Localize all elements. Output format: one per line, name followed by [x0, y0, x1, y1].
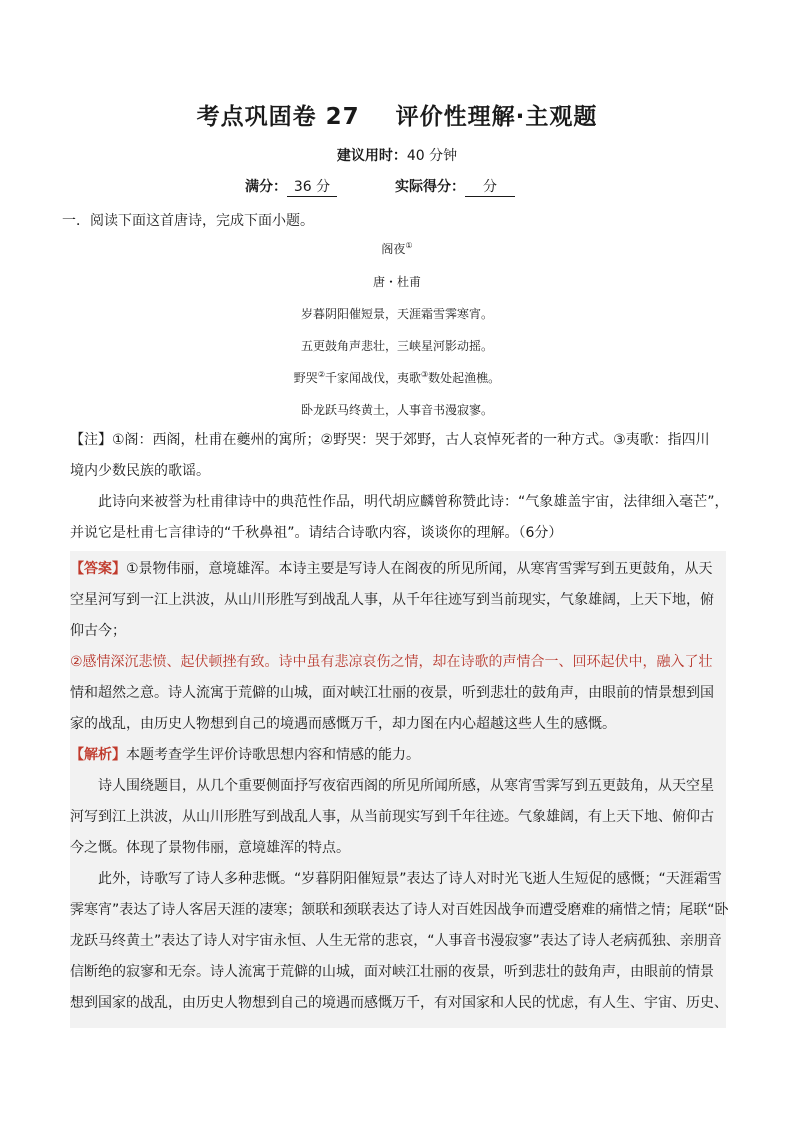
title-part-2: 评价性理解·主观题	[395, 104, 598, 130]
suggested-time-value: 40 分钟	[406, 148, 458, 164]
poem-title: 阁夜①	[381, 241, 413, 256]
suggested-time	[0, 145, 794, 165]
title-part-1: 考点巩固卷 27	[196, 104, 360, 130]
answer-tag: 【答案】	[70, 561, 126, 577]
poem-line-1: 岁暮阴阳催短景，天涯霜雪霁寒宵。	[300, 307, 493, 321]
full-score-label: 满分：	[245, 179, 287, 195]
question-heading: 一．阅读下面这首唐诗，完成下面小题。	[62, 213, 314, 229]
page-title	[0, 98, 794, 131]
full-score-value: 36 分	[287, 176, 337, 197]
poem-line-2: 五更鼓角声悲壮，三峡星河影动摇。	[300, 339, 493, 353]
poem-author: 唐・杜甫	[372, 275, 421, 289]
analysis-tag: 【解析】	[70, 747, 126, 763]
poem-line-4: 卧龙跃马终黄土，人事音书漫寂寥。	[300, 403, 493, 417]
score-line	[245, 176, 645, 197]
actual-score-label: 实际得分：	[395, 179, 465, 195]
notes: 【注】①阁：西阁，杜甫在夔州的寓所；②野哭：哭于郊野，古人哀悼死者的一种方式。③夷歌：指四川 境内少数民族的歌谣。	[70, 432, 710, 479]
poem-line-3: 野哭②千家闻战伐，夷歌③数处起渔樵。	[293, 370, 501, 385]
question-prompt: 此诗向来被誉为杜甫律诗中的典范性作品，明代胡应麟曾称赞此诗：“气象雄盖宇宙，法律细入毫芒”， 并说它是杜甫七言律诗的“千秋鼻祖”。请结合诗歌内容，谈谈你的理解。（6分）	[70, 494, 729, 541]
actual-score-blank[interactable]	[465, 176, 515, 197]
answer-section: 【答案】①景物伟丽，意境雄浑。本诗主要是写诗人在阁夜的所见所闻，从寒宵雪霁写到五更鼓角，从天 空星河写到一江上洪波，从山川形胜写到战乱人事，从千年往迹写到当前现实，气象雄阔，上天下地，俯 仰古今； ②感情深沉悲愤、起伏顿挫有致。诗中虽有悲凉哀伤之情，却在诗歌的声情合一、回环起伏中，融入了壮 情和超然之意。诗人流寓于荒僻的山城，面对峡江壮丽的夜景，听到悲壮的鼓角声，由眼前的情景想到国 家的战乱，由历史人物想到自己的境遇而感慨万千，却力图在内心超越这些人生的感慨。 【解析】本题考查学生评价诗歌思想内容和情感的能力。 诗人围绕题目，从几个重要侧面抒写夜宿西阁的所见所闻所感，从寒宵雪霁写到五更鼓角，从天空星 河写到江上洪波，从山川形胜写到战乱人事，从当前现实写到千年往迹。气象雄阔，有上天下地、俯仰古 今之慨。体现了景物伟丽，意境雄浑的特点。 此外，诗歌写了诗人多种悲慨。“岁暮阴阳催短景”表达了诗人对时光飞逝人生短促的感慨；“天涯霜雪 霁寒宵”表达了诗人客居天涯的凄寒；颔联和颈联表达了诗人对百姓因战争而遭受磨难的痛惜之情；尾联“卧 龙跃马终黄土”表达了诗人对宇宙永恒、人生无常的悲哀，“人事音书漫寂寥”表达了诗人老病孤独、亲朋音 信断绝的寂寥和无奈。诗人流寓于荒僻的山城，面对峡江壮丽的夜景，听到悲壮的鼓角声，由眼前的情景 想到国家的战乱，由历史人物想到自己的境遇而感慨万千，有对国家和人民的忧虑，有人生、宇宙、历史、	[70, 561, 729, 1011]
actual-score-unit: 分	[483, 179, 497, 195]
poem-title-note: ①	[405, 241, 413, 250]
suggested-time-label: 建议用时：	[336, 148, 407, 164]
